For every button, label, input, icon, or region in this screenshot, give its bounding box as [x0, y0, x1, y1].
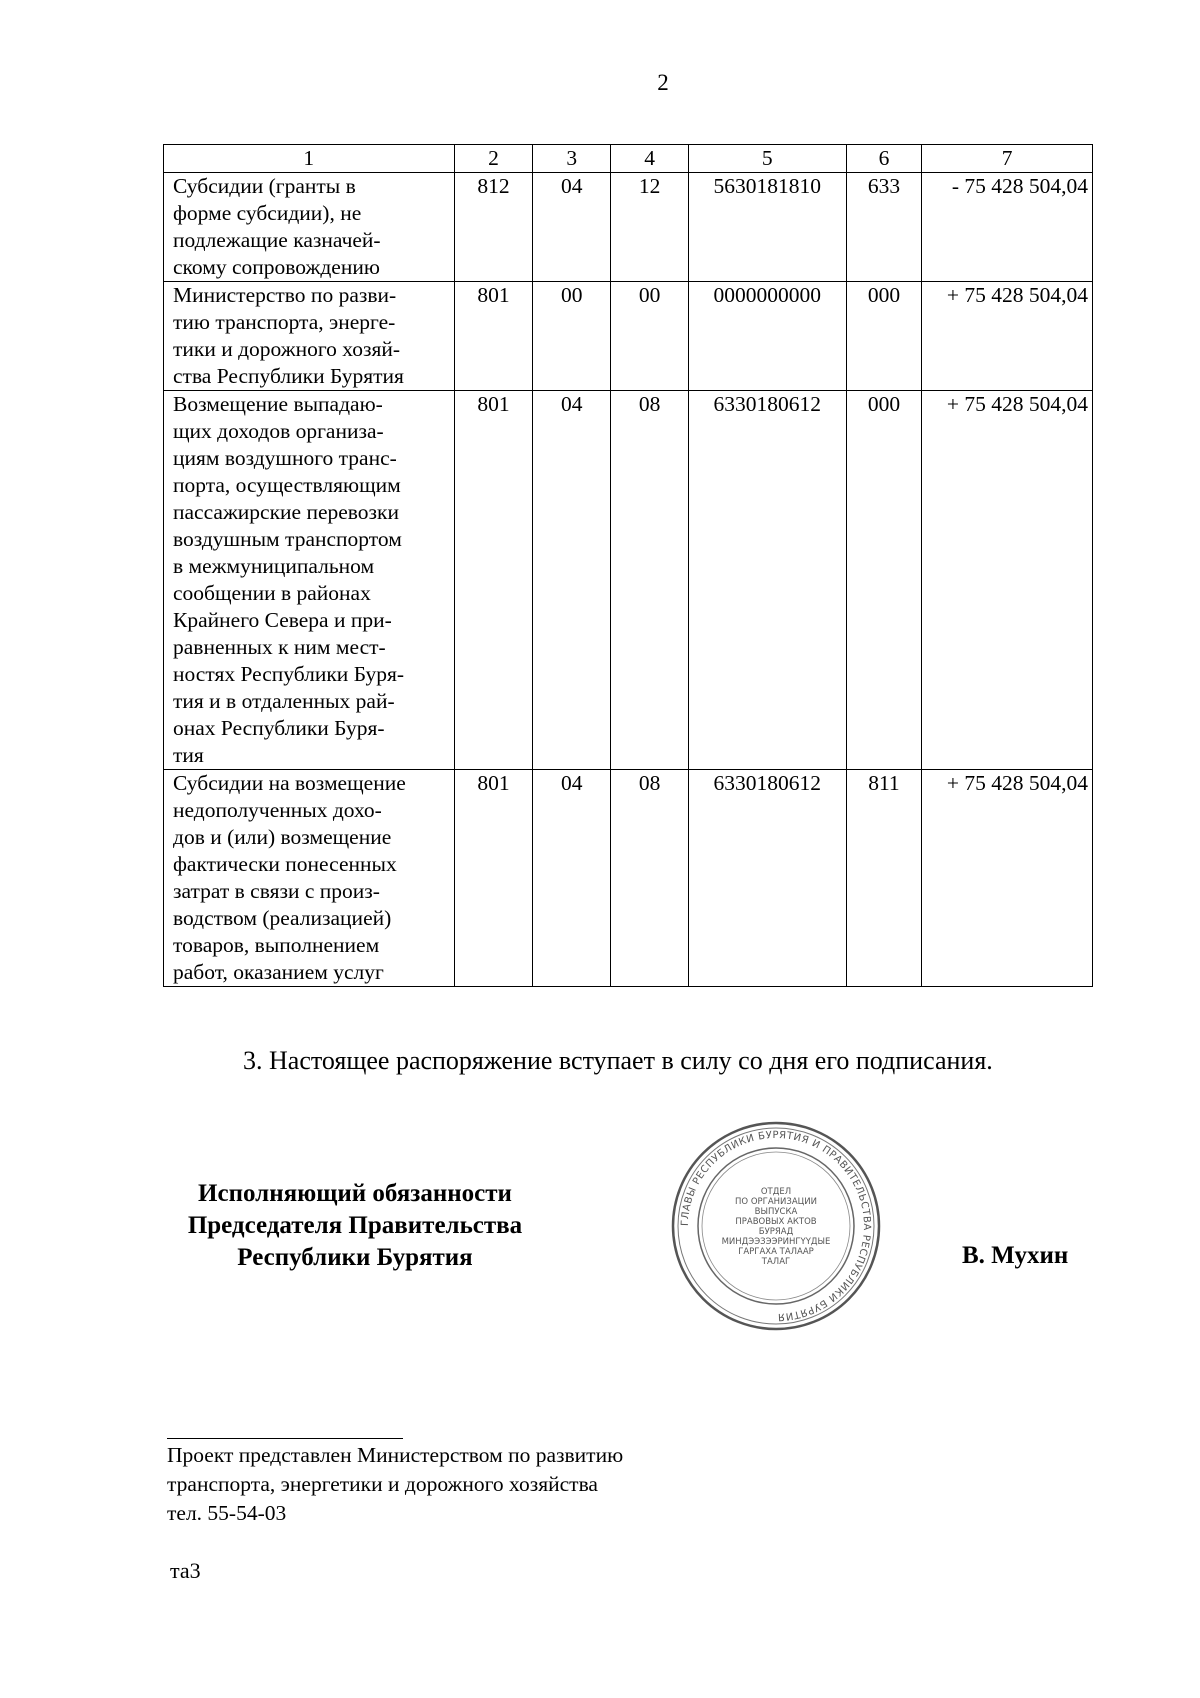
- item-name-line: недополученных дохо-: [173, 798, 382, 822]
- item-name-line: онах Республики Буря-: [173, 716, 385, 740]
- target-code-cell: 0000000000: [688, 282, 846, 391]
- item-name-line: Министерство по разви-: [173, 283, 397, 307]
- seal-inner-line: ПО ОРГАНИЗАЦИИ: [735, 1197, 817, 1207]
- item-name-line: тики и дорожного хозяй-: [173, 337, 401, 361]
- target-code-cell: 5630181810: [688, 173, 846, 282]
- item-name-cell: [164, 391, 455, 770]
- item-name-line: в межмуниципальном: [173, 554, 375, 578]
- footnote-line: Проект представлен Министерством по развитию: [167, 1443, 624, 1467]
- item-name-line: работ, оказанием услуг: [173, 960, 384, 984]
- section-code-cell: 04: [533, 173, 611, 282]
- footnote-line: тел. 55-54-03: [167, 1501, 287, 1525]
- item-name-line: Субсидии (гранты в: [173, 174, 356, 198]
- expense-type-cell: 000: [846, 391, 922, 770]
- budget-table: [163, 144, 1093, 987]
- item-name-line: подлежащие казначей-: [173, 228, 381, 252]
- item-name-line: дов и (или) возмещение: [173, 825, 392, 849]
- item-name-line: порта, осуществляющим: [173, 473, 401, 497]
- item-name-cell: [164, 282, 455, 391]
- item-name-line: равненных к ним мест-: [173, 635, 386, 659]
- expense-type-cell: 633: [846, 173, 922, 282]
- ministry-code-cell: 812: [454, 173, 533, 282]
- seal-inner-line: БУРЯАД: [758, 1227, 794, 1237]
- item-name-line: пассажирские перевозки: [173, 500, 400, 524]
- table-row: [164, 770, 1093, 987]
- amount-cell: - 75 428 504,04: [922, 173, 1093, 282]
- item-name-line: циям воздушного транс-: [173, 446, 397, 470]
- subsection-code-cell: 00: [611, 282, 689, 391]
- item-name-cell: [164, 770, 455, 987]
- document-code: та3: [170, 1558, 201, 1583]
- item-name-line: водством (реализацией): [173, 906, 392, 930]
- column-header: 3: [533, 145, 611, 173]
- seal-inner-line: ОТДЕЛ: [760, 1187, 792, 1197]
- seal-inner-line: ПРАВОВЫХ АКТОВ: [735, 1217, 817, 1227]
- item-name-line: тия: [173, 743, 204, 767]
- item-name-line: тия и в отдаленных рай-: [173, 689, 395, 713]
- column-header: 6: [846, 145, 922, 173]
- amount-cell: + 75 428 504,04: [922, 770, 1093, 987]
- item-name-line: затрат в связи с произ-: [173, 879, 380, 903]
- item-name-line: товаров, выполнением: [173, 933, 380, 957]
- item-name-line: щих доходов организа-: [173, 419, 384, 443]
- column-header: 7: [922, 145, 1093, 173]
- item-name-line: Крайнего Севера и при-: [173, 608, 392, 632]
- footnote-line: транспорта, энергетики и дорожного хозяйства: [167, 1472, 598, 1496]
- item-name-line: Возмещение выпадаю-: [173, 392, 383, 416]
- item-name-line: Субсидии на возмещение: [173, 771, 406, 795]
- expense-type-cell: 000: [846, 282, 922, 391]
- footnote-divider: [167, 1438, 403, 1439]
- footnote: [167, 1441, 623, 1528]
- target-code-cell: 6330180612: [688, 770, 846, 987]
- column-header: 2: [454, 145, 533, 173]
- effective-date-clause: 3. Настоящее распоряжение вступает в силу со дня его подписания.: [243, 1046, 993, 1075]
- item-name-line: тию транспорта, энерге-: [173, 310, 396, 334]
- seal-inner-line: ТАЛАГ: [761, 1257, 791, 1267]
- item-name-line: форме субсидии), не: [173, 201, 362, 225]
- column-header: 4: [611, 145, 689, 173]
- amount-cell: + 75 428 504,04: [922, 282, 1093, 391]
- page-number: 2: [657, 70, 669, 95]
- table-row: [164, 173, 1093, 282]
- ministry-code-cell: 801: [454, 391, 533, 770]
- subsection-code-cell: 08: [611, 770, 689, 987]
- table-row: [164, 391, 1093, 770]
- seal-inner-line: ВЫПУСКА: [754, 1207, 798, 1217]
- expense-type-cell: 811: [846, 770, 922, 987]
- section-code-cell: 04: [533, 391, 611, 770]
- item-name-cell: [164, 173, 455, 282]
- target-code-cell: 6330180612: [688, 391, 846, 770]
- item-name-line: ностях Республики Буря-: [173, 662, 405, 686]
- seal-inner-line: МИНДЭЭЗЭЭРИНГҮҮДЫЕ: [721, 1237, 831, 1247]
- item-name-line: ства Республики Бурятия: [173, 364, 404, 388]
- item-name-line: фактически понесенных: [173, 852, 397, 876]
- section-code-cell: 04: [533, 770, 611, 987]
- table-row: [164, 282, 1093, 391]
- signer-position-line: Исполняющий обязанности: [198, 1180, 512, 1207]
- signer-position: [155, 1178, 555, 1274]
- item-name-line: скому сопровождению: [173, 255, 380, 279]
- official-seal-stamp: [670, 1120, 882, 1332]
- amount-cell: + 75 428 504,04: [922, 391, 1093, 770]
- seal-outer-text: ГЛАВЫ РЕСПУБЛИКИ БУРЯТИЯ И ПРАВИТЕЛЬСТВА РЕСПУБЛИКИ БУРЯТИЯ: [679, 1129, 873, 1323]
- signer-position-line: Республики Бурятия: [237, 1244, 473, 1271]
- subsection-code-cell: 08: [611, 391, 689, 770]
- ministry-code-cell: 801: [454, 282, 533, 391]
- ministry-code-cell: 801: [454, 770, 533, 987]
- section-code-cell: 00: [533, 282, 611, 391]
- column-header: 1: [164, 145, 455, 173]
- column-header: 5: [688, 145, 846, 173]
- subsection-code-cell: 12: [611, 173, 689, 282]
- table-header-row: [164, 145, 1093, 173]
- seal-inner-line: ГАРГАХА ТАЛААР: [738, 1247, 814, 1257]
- signer-name: В. Мухин: [962, 1242, 1069, 1269]
- signer-position-line: Председателя Правительства: [187, 1212, 523, 1239]
- seal-inner-text: [722, 1187, 831, 1267]
- item-name-line: воздушным транспортом: [173, 527, 402, 551]
- item-name-line: сообщении в районах: [173, 581, 371, 605]
